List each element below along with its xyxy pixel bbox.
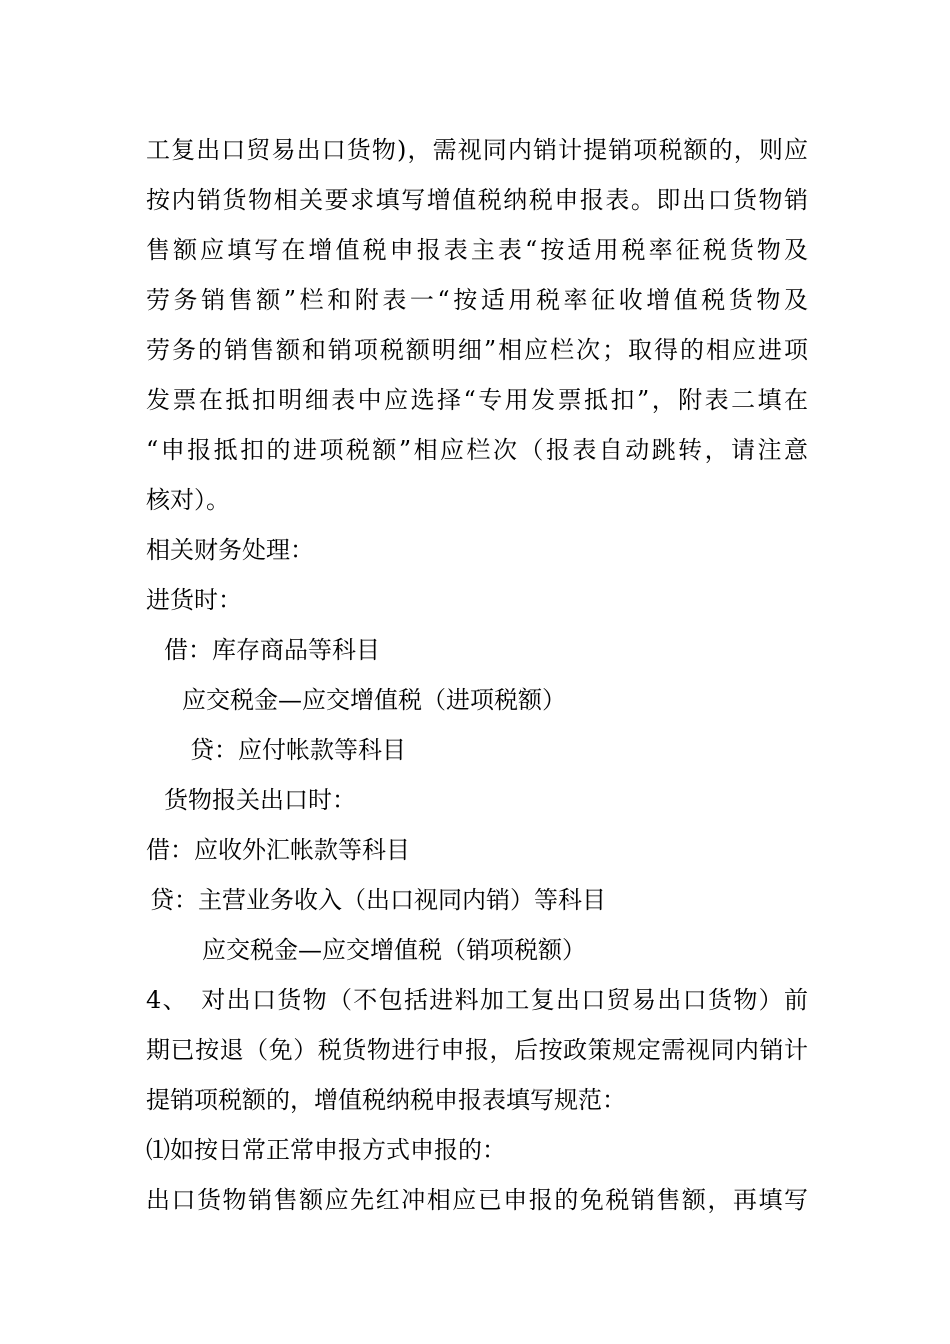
sub-item-1: ⑴如按日常正常申报方式申报的： <box>146 1136 506 1164</box>
text-line: 核对）。 <box>146 486 230 514</box>
journal-credit-line: 应交税金—应交增值税（销项税额） <box>202 936 586 964</box>
text-line: 货物报关出口时： <box>164 786 356 814</box>
text-line: 出口货物销售额应先红冲相应已申报的免税销售额，再填写 <box>146 1186 808 1214</box>
text-line: 劳务销售额”栏和附表一“按适用税率征收增值税货物及 <box>146 286 808 314</box>
text-line: 工复出口贸易出口货物)，需视同内销计提销项税额的，则应 <box>146 136 808 164</box>
text-line: 劳务的销售额和销项税额明细”相应栏次；取得的相应进项 <box>146 336 808 364</box>
numbered-item-4: 4、 对出口货物（不包括进料加工复出口贸易出口货物）前 <box>146 986 808 1014</box>
journal-credit-line: 贷：主营业务收入（出口视同内销）等科目 <box>150 886 606 914</box>
text-line: 进货时： <box>146 586 242 614</box>
text-line: 按内销货物相关要求填写增值税纳税申报表。即出口货物销 <box>146 186 808 214</box>
text-line: 期已按退（免）税货物进行申报，后按政策规定需视同内销计 <box>146 1036 808 1064</box>
text-line: “申报抵扣的进项税额”相应栏次（报表自动跳转，请注意 <box>146 436 808 464</box>
journal-credit-line: 贷：应付帐款等科目 <box>190 736 406 764</box>
text-line: 提销项税额的，增值税纳税申报表填写规范： <box>146 1086 626 1114</box>
text-line: 发票在抵扣明细表中应选择“专用发票抵扣”，附表二填在 <box>146 386 808 414</box>
journal-debit-line: 借：库存商品等科目 <box>164 636 380 664</box>
journal-debit-line: 借：应收外汇帐款等科目 <box>146 836 410 864</box>
section-heading: 相关财务处理： <box>146 536 314 564</box>
text-line: 售额应填写在增值税申报表主表“按适用税率征税货物及 <box>146 236 808 264</box>
journal-debit-line: 应交税金—应交增值税（进项税额） <box>182 686 566 714</box>
